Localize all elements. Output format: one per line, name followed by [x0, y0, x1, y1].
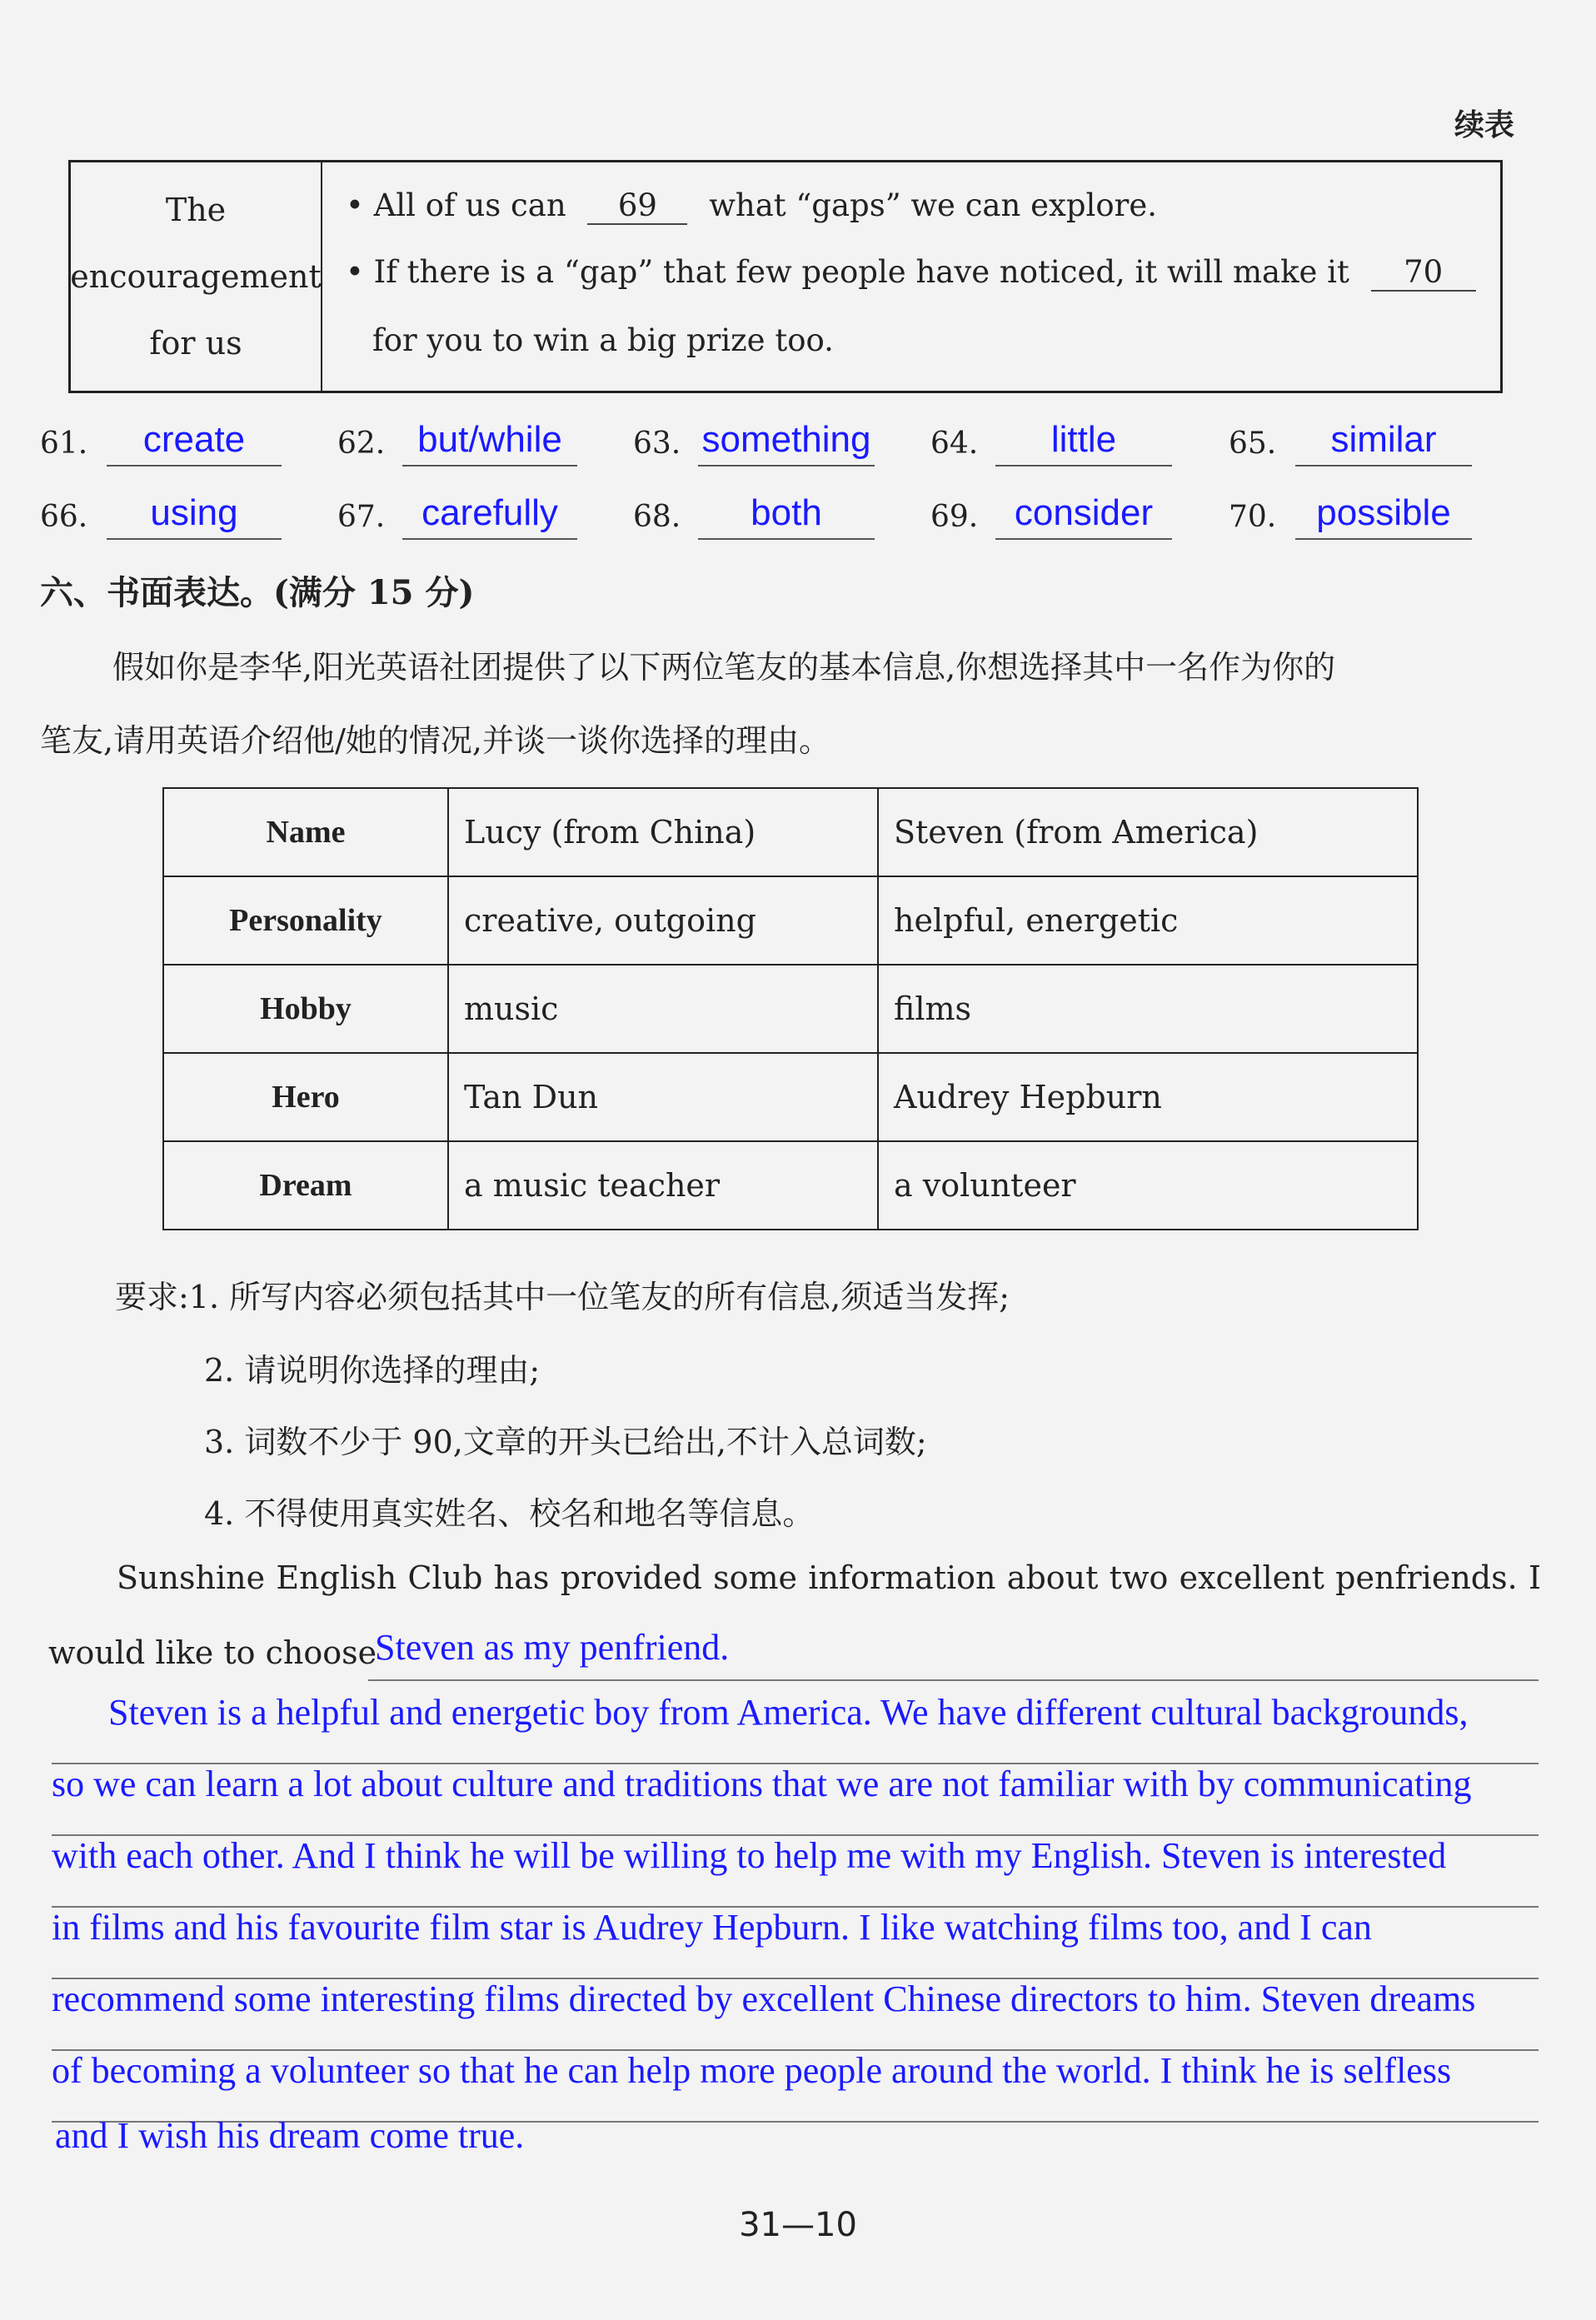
prompt-line-1: 假如你是李华,阳光英语社团提供了以下两位笔友的基本信息,你想选择其中一名作为你的 [112, 649, 1336, 686]
prompt-line-2: 笔友,请用英语介绍他/她的情况,并谈一谈你选择的理由。 [40, 722, 830, 759]
lucy-cell: creative, outgoing [448, 876, 878, 965]
left-label-line: for us [149, 325, 242, 362]
table-row [163, 1053, 1418, 1141]
answer-number: 69. [930, 500, 979, 534]
encouragement-table [68, 160, 1503, 393]
answer-64 [930, 419, 1117, 461]
steven-cell: a volunteer [878, 1141, 1418, 1230]
table-row-1 [346, 187, 1157, 225]
answer-65 [1229, 419, 1437, 461]
row1-suffix: what “gaps” we can explore. [709, 187, 1157, 223]
row-label: Name [163, 788, 448, 876]
answer-value: but/while [402, 417, 577, 466]
table-row [163, 876, 1418, 965]
table-row [163, 1141, 1418, 1230]
answer-number: 63. [633, 427, 681, 461]
blank-69: 69 [587, 187, 687, 225]
table-row-2 [346, 254, 1476, 292]
answer-value: using [107, 490, 282, 540]
answer-value: both [698, 490, 875, 540]
lucy-cell: music [448, 965, 878, 1053]
answer-number: 66. [40, 500, 88, 534]
section-title: 六、书面表达。(满分 15 分) [40, 573, 475, 612]
requirement-2: 2. 请说明你选择的理由; [204, 1352, 541, 1389]
answer-value: something [698, 417, 875, 466]
answer-67 [337, 492, 558, 534]
answer-value: little [995, 417, 1172, 466]
lucy-cell: Lucy (from China) [448, 788, 878, 876]
row2-prefix: • If there is a “gap” that few people have noticed, it will make it [346, 254, 1349, 290]
essay-line: of becoming a volunteer so that he can help more people around the world. I think he is selfless [52, 2050, 1452, 2091]
steven-cell: films [878, 965, 1418, 1053]
steven-cell: Audrey Hepburn [878, 1053, 1418, 1141]
table-row-3: for you to win a big prize too. [372, 322, 834, 358]
answer-62 [337, 419, 562, 461]
row-label: Personality [163, 876, 448, 965]
essay-line: with each other. And I think he will be willing to help me with my English. Steven is interested [52, 1835, 1447, 1876]
answer-number: 62. [337, 427, 386, 461]
answer-number: 67. [337, 500, 386, 534]
lucy-cell: Tan Dun [448, 1053, 878, 1141]
answer-69 [930, 492, 1154, 534]
essay-line: in films and his favourite film star is Audrey Hepburn. I like watching films too, and I can [52, 1907, 1372, 1948]
essay-line: Steven is a helpful and energetic boy from America. We have different cultural backgrounds, [108, 1692, 1469, 1733]
left-label-line: encouragement [70, 258, 322, 295]
answer-66 [40, 492, 238, 534]
row-label: Hero [163, 1053, 448, 1141]
essay-line: and I wish his dream come true. [55, 2115, 525, 2156]
steven-cell: helpful, energetic [878, 876, 1418, 965]
table-left-label [71, 162, 322, 391]
requirement-4: 4. 不得使用真实姓名、校名和地名等信息。 [204, 1495, 815, 1532]
answer-value: similar [1295, 417, 1472, 466]
answer-68 [633, 492, 822, 534]
answer-70 [1229, 492, 1451, 534]
row-label: Dream [163, 1141, 448, 1230]
row-label: Hobby [163, 965, 448, 1053]
row1-prefix: • All of us can [346, 187, 566, 223]
essay-given-line-2: would like to choose [48, 1634, 377, 1671]
left-label-line: The [165, 192, 227, 228]
essay-fill: Steven as my penfriend. [375, 1627, 730, 1668]
answer-value: carefully [402, 490, 577, 540]
table-row [163, 788, 1418, 876]
essay-line: recommend some interesting films directed by excellent Chinese directors to him. Steven dreams [52, 1978, 1476, 2019]
answer-number: 64. [930, 427, 979, 461]
answer-value: possible [1295, 490, 1472, 540]
answer-number: 70. [1229, 500, 1277, 534]
penfriend-info-table [162, 787, 1419, 1230]
answer-number: 65. [1229, 427, 1277, 461]
blank-70: 70 [1371, 254, 1476, 292]
page-number: 31—10 [739, 2206, 857, 2244]
essay-given-line-1: Sunshine English Club has provided some information about two excellent penfriends. I [117, 1559, 1541, 1596]
answer-value: consider [995, 490, 1172, 540]
steven-cell: Steven (from America) [878, 788, 1418, 876]
lucy-cell: a music teacher [448, 1141, 878, 1230]
answer-61 [40, 419, 246, 461]
requirement-3: 3. 词数不少于 90,文章的开头已给出,不计入总词数; [204, 1424, 927, 1460]
answer-63 [633, 419, 871, 461]
essay-line: so we can learn a lot about culture and traditions that we are not familiar with by communicating [52, 1764, 1472, 1804]
answer-number: 68. [633, 500, 681, 534]
answer-number: 61. [40, 427, 88, 461]
continued-label: 续表 [1454, 108, 1514, 142]
requirement-1: 要求:1. 所写内容必须包括其中一位笔友的所有信息,须适当发挥; [115, 1279, 1010, 1315]
table-row [163, 965, 1418, 1053]
answer-value: create [107, 417, 282, 466]
